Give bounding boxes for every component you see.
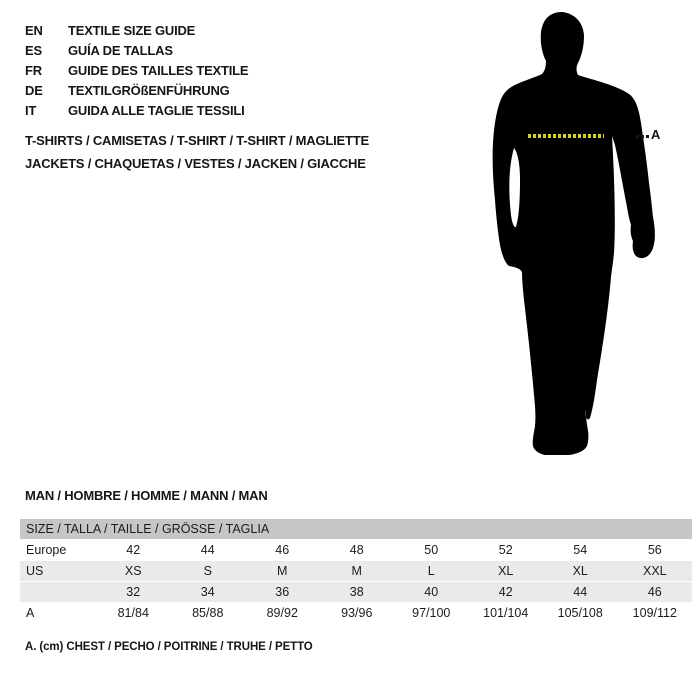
table-cell: 42 — [126, 543, 141, 557]
table-row-us — [20, 561, 692, 582]
table-cell: 93/96 — [341, 606, 373, 620]
table-cell: 44 — [573, 585, 588, 599]
measurement-footnote: A. (cm) CHEST / PECHO / POITRINE / TRUHE / PETTO — [25, 641, 313, 653]
table-cell: 52 — [498, 543, 513, 557]
garment-categories — [25, 129, 369, 175]
language-title: GUIDA ALLE TAGLIE TESSILI — [68, 103, 245, 118]
language-row-fr — [25, 61, 248, 81]
table-cell: 48 — [349, 543, 364, 557]
size-table-header-row — [20, 519, 692, 540]
table-cell: 46 — [275, 543, 290, 557]
table-cell: 46 — [647, 585, 662, 599]
language-row-it — [25, 101, 248, 121]
language-code: IT — [25, 103, 37, 118]
size-table-header: SIZE / TALLA / TAILLE / GRÖSSE / TAGLIA — [20, 519, 692, 540]
table-row-europe — [20, 540, 692, 561]
language-row-en — [25, 21, 248, 41]
table-cell: 109/112 — [632, 606, 677, 620]
language-title: GUIDE DES TAILLES TEXTILE — [68, 63, 249, 78]
language-code: EN — [25, 23, 43, 38]
table-cell: 42 — [498, 585, 513, 599]
table-cell: 50 — [424, 543, 439, 557]
table-cell: 101/104 — [483, 606, 529, 620]
section-heading-man: MAN / HOMBRE / HOMME / MANN / MAN — [25, 488, 268, 503]
row-label — [20, 582, 96, 603]
language-row-es — [25, 41, 248, 61]
table-cell: 34 — [200, 585, 215, 599]
table-cell: M — [351, 564, 362, 578]
language-row-de — [25, 81, 248, 101]
table-cell: XS — [124, 564, 142, 578]
table-cell: XL — [498, 564, 514, 578]
table-cell: S — [203, 564, 212, 578]
language-title: TEXTILGRÖßENFÜHRUNG — [68, 83, 230, 98]
language-code: DE — [25, 83, 43, 98]
row-label: A — [26, 606, 35, 620]
table-cell: 36 — [275, 585, 290, 599]
language-code: FR — [25, 63, 42, 78]
language-code: ES — [25, 43, 42, 58]
row-label: Europe — [26, 543, 67, 557]
language-title: TEXTILE SIZE GUIDE — [68, 23, 196, 38]
measure-callout-dashes — [636, 135, 651, 138]
language-title: GUÍA DE TALLAS — [68, 43, 173, 58]
table-cell: 97/100 — [412, 606, 451, 620]
table-cell: 54 — [573, 543, 588, 557]
table-cell: 44 — [200, 543, 215, 557]
table-cell: 85/88 — [192, 606, 224, 620]
table-cell: 81/84 — [117, 606, 149, 620]
table-cell: XXL — [642, 564, 667, 578]
table-cell: 32 — [126, 585, 141, 599]
chest-measure-dotted-line — [528, 134, 604, 138]
man-silhouette-icon — [490, 5, 668, 455]
table-row-numeric — [20, 582, 692, 603]
table-cell: L — [427, 564, 435, 578]
category-tshirts: T-SHIRTS / CAMISETAS / T-SHIRT / T-SHIRT / MAGLIETTE — [25, 133, 369, 148]
row-label: US — [26, 564, 44, 578]
category-jackets: JACKETS / CHAQUETAS / VESTES / JACKEN / GIACCHE — [25, 156, 366, 171]
table-cell: 105/108 — [557, 606, 603, 620]
table-cell: 40 — [424, 585, 439, 599]
table-cell: XL — [572, 564, 588, 578]
table-cell: M — [277, 564, 288, 578]
man-silhouette-figure — [490, 5, 668, 455]
size-table — [20, 519, 692, 624]
table-cell: 56 — [647, 543, 662, 557]
measure-label-a: A — [651, 127, 661, 142]
table-cell: 38 — [349, 585, 364, 599]
table-row-chest-a — [20, 603, 692, 624]
language-list — [25, 21, 248, 121]
table-cell: 89/92 — [266, 606, 298, 620]
